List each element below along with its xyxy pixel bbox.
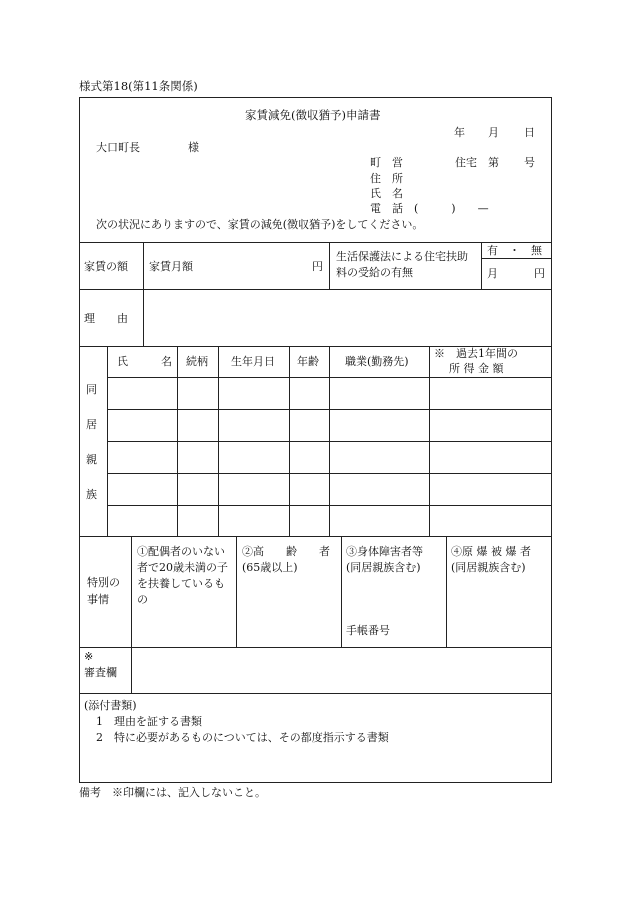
go-label: 号 <box>524 156 535 169</box>
case-3-line-1: ③身体障害者等 <box>346 545 423 558</box>
review-mark: ※ <box>84 650 94 663</box>
col-relation: 続柄 <box>186 355 208 368</box>
form-title: 家賃減免(徴収猶予)申請書 <box>245 108 381 122</box>
special-label-2: 事情 <box>87 593 109 606</box>
honorific: 様 <box>188 141 199 154</box>
side-char: 親 <box>86 453 97 466</box>
rule <box>107 377 552 378</box>
col-name: 氏 名 <box>117 355 172 368</box>
rule <box>131 536 132 647</box>
yes-no-choice: 有 ・ 無 <box>487 244 542 257</box>
date-day: 日 <box>524 126 535 139</box>
rule <box>341 536 342 647</box>
rule <box>107 473 552 474</box>
name-label: 氏 名 <box>370 187 403 200</box>
statement: 次の状況にありますので、家賃の減免(徴収猶予)をしてください。 <box>96 218 424 231</box>
case-1-line-3: を扶養しているも <box>137 577 225 590</box>
reason-label: 理 由 <box>84 312 128 325</box>
attachments-title: (添付書類) <box>84 699 137 712</box>
housing-label: 住宅 <box>455 156 477 169</box>
case-4-line-2: (同居親族含む) <box>451 561 526 574</box>
attachment-item: 2 特に必要があるものについては、その都度指示する書類 <box>96 731 389 744</box>
remarks-note: 備考 ※印欄には、記入しないこと。 <box>79 786 266 799</box>
form-frame <box>79 97 552 783</box>
case-4-line-1: ④原 爆 被 爆 者 <box>451 545 531 558</box>
case-1-line-2: 者で20歳未満の子 <box>137 561 228 574</box>
rule <box>481 258 552 259</box>
case-3-line-2: (同居親族含む) <box>346 561 421 574</box>
col-birth: 生年月日 <box>231 355 275 368</box>
rule <box>481 242 482 289</box>
col-income-1: ※ 過去1年間の <box>434 347 518 360</box>
rule <box>107 505 552 506</box>
welfare-label-2: 料の受給の有無 <box>336 266 413 279</box>
case-1-line-1: ①配偶者のいない <box>137 545 225 558</box>
rule <box>107 409 552 410</box>
address-label: 住 所 <box>370 172 403 185</box>
case-2-line-1: ②高 齢 者 <box>242 545 330 558</box>
monthly-rent-label: 家賃月額 <box>149 260 193 273</box>
rule <box>79 693 552 694</box>
special-label-1: 特別の <box>87 576 120 589</box>
review-label: 審査欄 <box>84 666 117 679</box>
case-2-line-2: (65歳以上) <box>242 561 298 574</box>
side-char: 族 <box>86 488 97 501</box>
addressee: 大口町長 <box>96 141 140 154</box>
dai-label: 第 <box>488 156 499 169</box>
reason-field[interactable] <box>144 290 551 345</box>
rule <box>79 647 552 648</box>
rule <box>236 536 237 647</box>
date-year: 年 <box>454 126 465 139</box>
case-1-line-4: の <box>137 593 148 606</box>
col-occupation: 職業(勤務先) <box>345 355 409 368</box>
rule <box>143 242 144 289</box>
phone-label: 電 話 ( ) — <box>370 202 489 215</box>
col-income-2: 所 得 金 額 <box>449 362 504 375</box>
handbook-number-label: 手帳番号 <box>346 624 390 637</box>
town-label: 町 営 <box>370 156 403 169</box>
rule <box>446 536 447 647</box>
yen-label-2: 円 <box>534 267 545 280</box>
side-char: 同 <box>86 383 97 396</box>
month-label: 月 <box>487 267 498 280</box>
form-number: 様式第18(第11条関係) <box>79 79 198 93</box>
date-month: 月 <box>488 126 499 139</box>
welfare-label-1: 生活保護法による住宅扶助 <box>336 250 468 263</box>
yen-label: 円 <box>312 260 323 273</box>
attachment-item: 1 理由を証する書類 <box>96 715 202 728</box>
rule <box>131 647 132 693</box>
rent-label: 家賃の額 <box>84 260 128 273</box>
col-age: 年齢 <box>297 355 319 368</box>
rule <box>329 242 330 289</box>
rule <box>79 536 552 537</box>
side-char: 居 <box>86 418 97 431</box>
rule <box>107 441 552 442</box>
